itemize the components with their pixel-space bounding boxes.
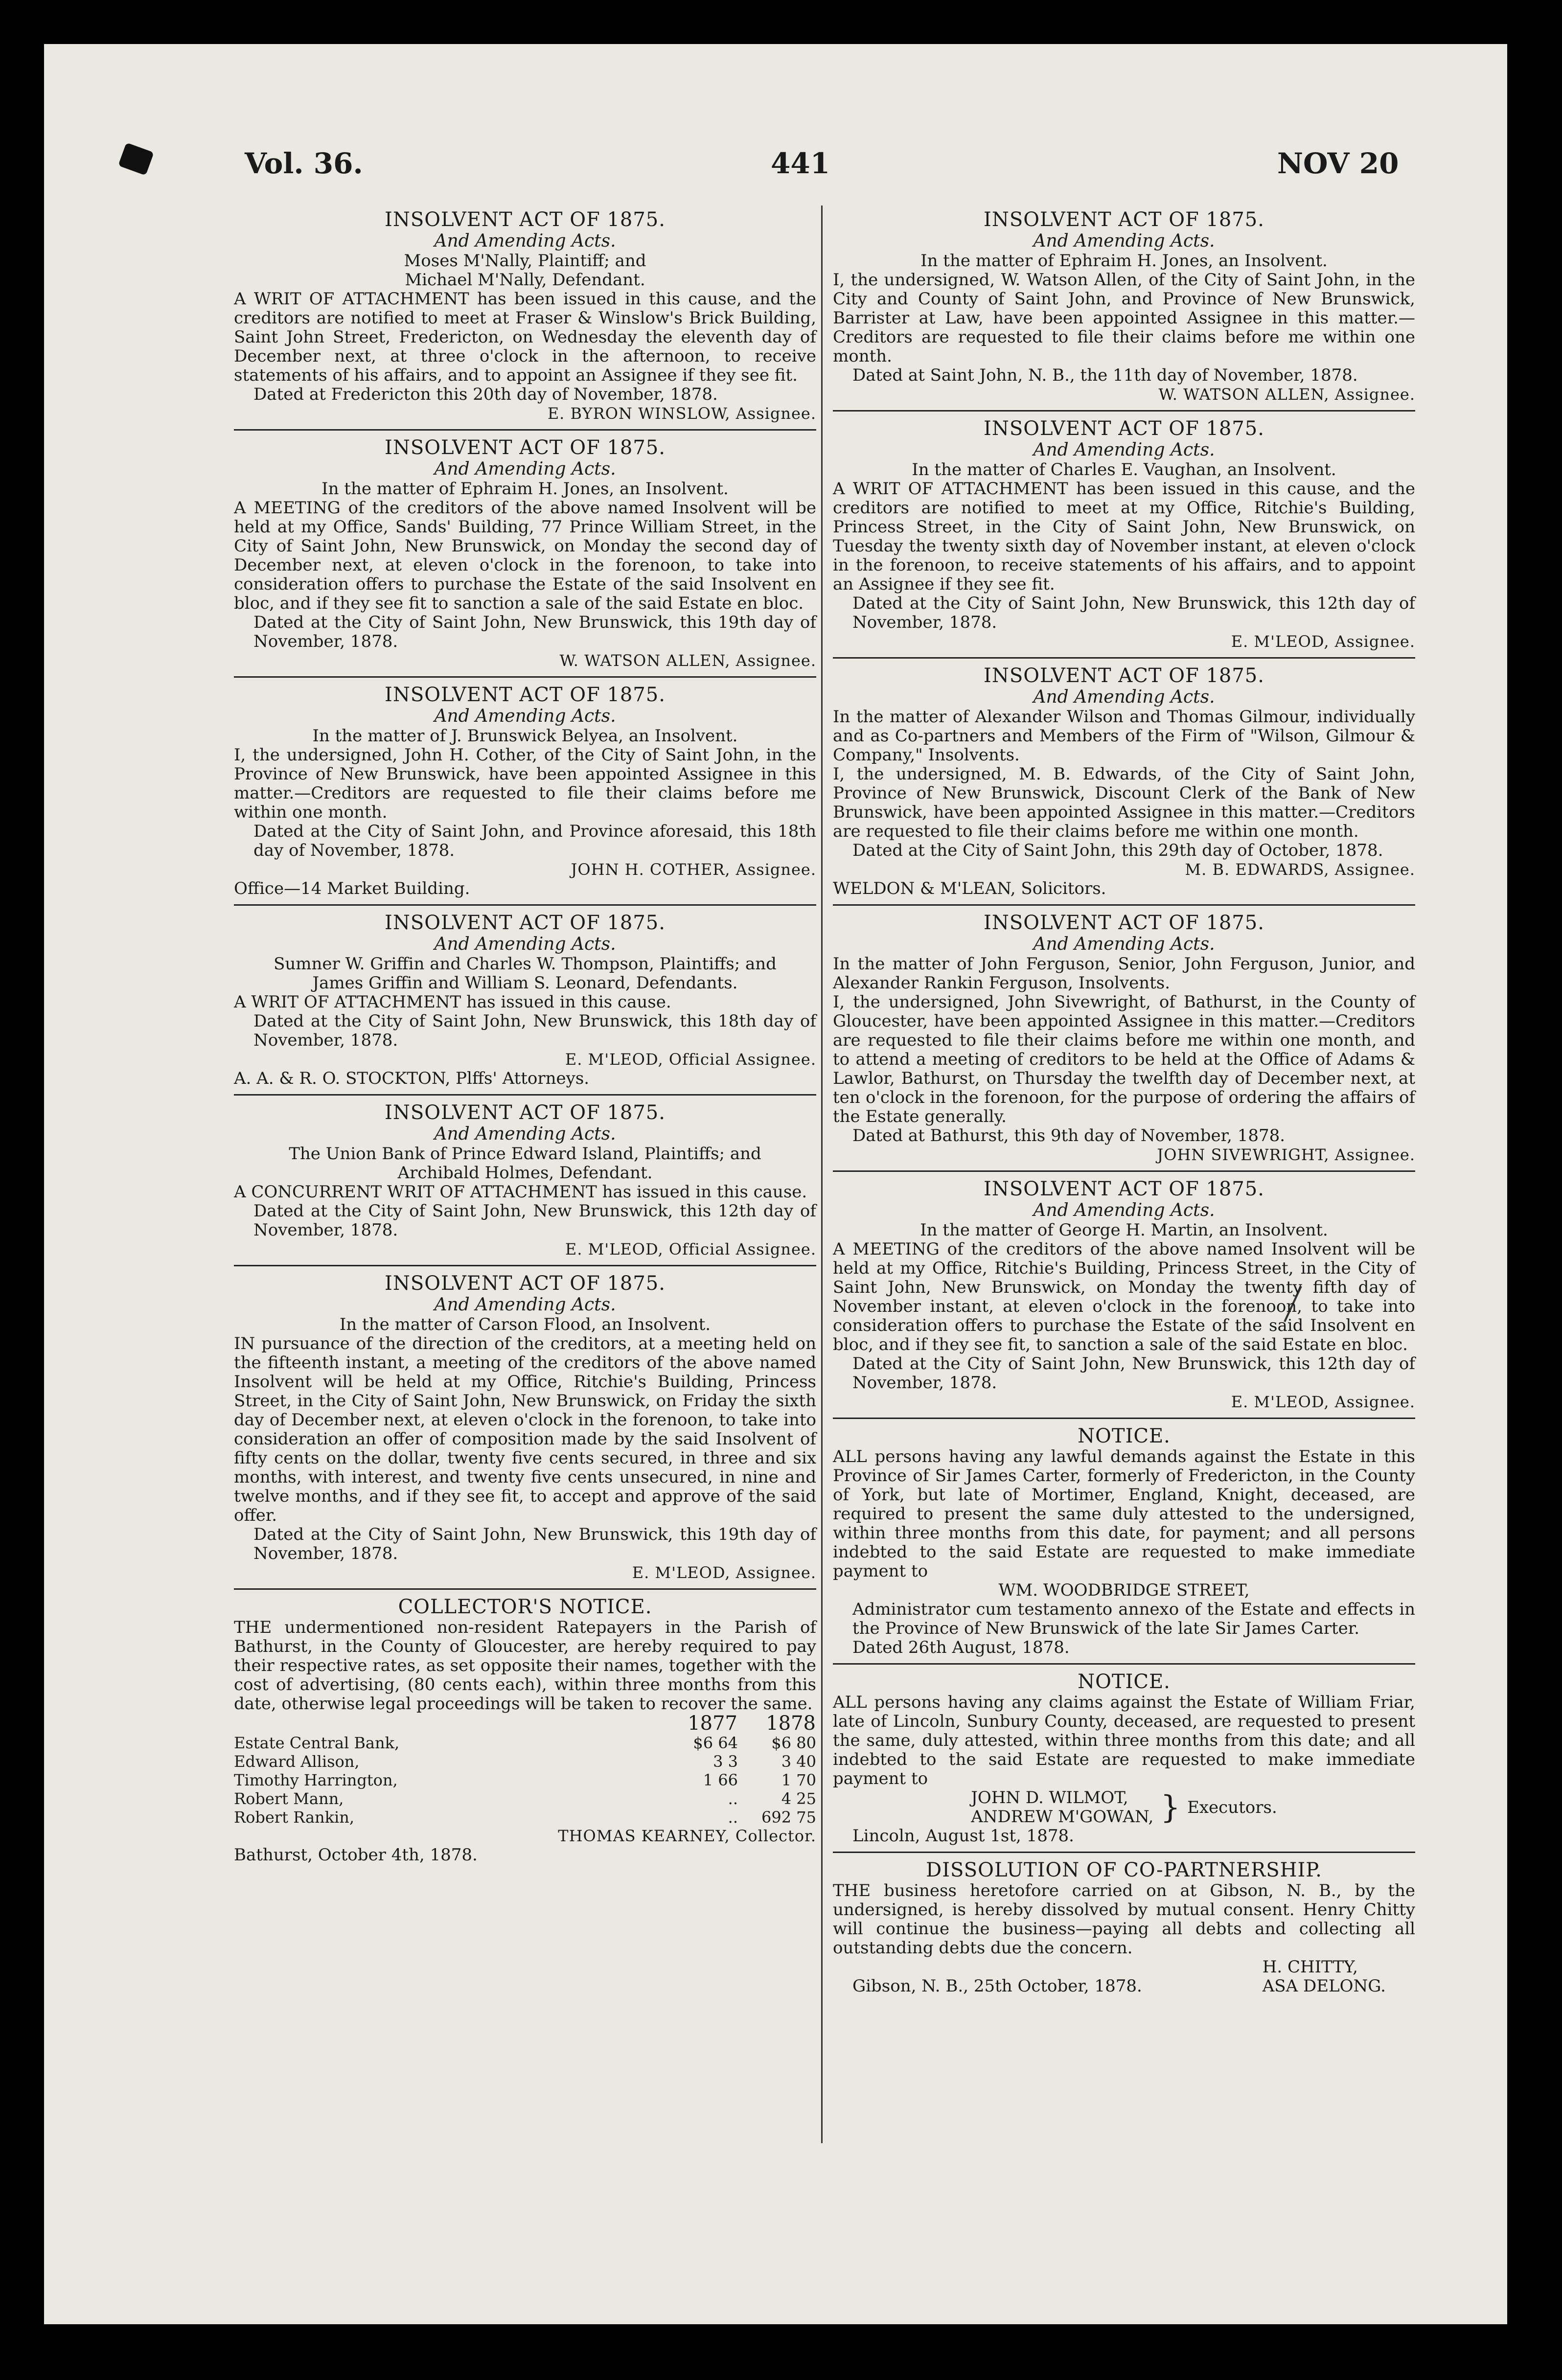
notice-right-3 <box>833 664 1415 898</box>
notice-dated: Dated at Bathurst, this 9th day of November, 1878. <box>852 1126 1286 1145</box>
divider <box>833 657 1415 659</box>
notice-extra: A. A. & R. O. STOCKTON, Plffs' Attorneys. <box>234 1069 590 1088</box>
notice-left-5 <box>234 1101 816 1259</box>
notice-left-4 <box>234 912 816 1088</box>
notice-subtitle: And Amending Acts. <box>1033 934 1215 954</box>
notice-body: I, the undersigned, M. B. Edwards, of the City of Saint John, Province of New Brunswick, Discount Clerk of the Bank of New Brunswick, have been appointed Assignee in this matter.—Creditors are requested to file their claims before me within one month. <box>833 764 1415 841</box>
divider <box>234 1265 816 1266</box>
notice-body: IN pursuance of the direction of the creditors, at a meeting held on the fifteenth instant, a meeting of the creditors of the above named Insolvent will be held at my Office, Ritchie's Building, Princess Street, in the City of Saint John, New Brunswick, on Friday the sixth day of December next, at eleven o'clock in the forenoon, to take into consideration an offer of composition made by the said Insolvent of fifty cents on the dollar, twenty five cents secured, in three and six months, with interest, and twenty five cents unsecured, in nine and twelve months, and if they see fit, to accept and approve of the said offer. <box>234 1334 816 1525</box>
notice-body: A WRIT OF ATTACHMENT has issued in this cause. <box>234 992 671 1012</box>
notice-title: INSOLVENT ACT OF 1875. <box>385 1272 666 1295</box>
dissolution-notice <box>833 1859 1415 1996</box>
table-row: Robert Mann, .. 4 25 <box>234 1789 816 1808</box>
notice-matter: In the matter of John Ferguson, Senior, John Ferguson, Junior, and Alexander Rankin Ferguson, Insolvents. <box>833 954 1415 993</box>
notice-signature: M. B. EDWARDS, Assignee. <box>1185 860 1415 879</box>
notice-dated: Gibson, N. B., 25th October, 1878. <box>852 1976 1142 1996</box>
notice-title: DISSOLUTION OF CO-PARTNERSHIP. <box>926 1859 1322 1881</box>
notice-extra: WELDON & M'LEAN, Solicitors. <box>833 879 1106 898</box>
notice-signature: E. M'LEOD, Official Assignee. <box>565 1240 816 1259</box>
notice-title: INSOLVENT ACT OF 1875. <box>984 664 1264 687</box>
notice-title: COLLECTOR'S NOTICE. <box>398 1596 652 1618</box>
divider <box>833 1418 1415 1419</box>
table-row: Edward Allison, 3 3 3 40 <box>234 1752 816 1771</box>
notice-body: THE business heretofore carried on at Gibson, N. B., by the undersigned, is hereby dissolved by mutual consent. Henry Chitty will continue the business—paying all debts and collecting all outstanding debts due the concern. <box>833 1881 1415 1958</box>
notice-matter: In the matter of Ephraim H. Jones, an Insolvent. <box>322 479 729 499</box>
notice-dated: Dated at the City of Saint John, New Brunswick, this 12th day of November, 1878. <box>852 594 1415 632</box>
notice-signature: JOHN H. COTHER, Assignee. <box>571 860 816 879</box>
notice-title: INSOLVENT ACT OF 1875. <box>385 684 666 706</box>
notice-signature: W. WATSON ALLEN, Assignee. <box>559 651 816 670</box>
notice-body: ALL persons having any claims against the Estate of William Friar, late of Lincoln, Sunbury County, deceased, are requested to present the same, duly attested, within three months from this date; and all indebted to the said Estate are requested to make immediate payment to <box>833 1693 1415 1788</box>
partner-name: H. CHITTY, <box>1262 1957 1358 1977</box>
notice-subtitle: And Amending Acts. <box>434 231 616 251</box>
notice-title: INSOLVENT ACT OF 1875. <box>984 208 1264 231</box>
table-header <box>234 1714 816 1734</box>
column-divider <box>821 206 823 2143</box>
notice-matter: In the matter of Charles E. Vaughan, an Insolvent. <box>912 460 1336 480</box>
notice-dated: Dated at the City of Saint John, New Brunswick, this 12th day of November, 1878. <box>253 1201 816 1240</box>
right-column <box>833 206 1415 2000</box>
divider <box>234 1588 816 1590</box>
notice-dated: Dated at the City of Saint John, and Province aforesaid, this 18th day of November, 1878. <box>253 822 816 860</box>
notice-parties: James Griffin and William S. Leonard, Defendants. <box>312 973 738 993</box>
notice-dated: Bathurst, October 4th, 1878. <box>234 1845 478 1865</box>
issue-date: NOV 20 <box>1277 147 1399 180</box>
notice-body: I, the undersigned, John H. Cother, of the City of Saint John, in the Province of New Brunswick, have been appointed Assignee in this matter.—Creditors are requested to file their claims before me within one month. <box>234 745 816 822</box>
divider <box>833 1170 1415 1172</box>
divider <box>234 904 816 906</box>
notice-title: INSOLVENT ACT OF 1875. <box>385 912 666 934</box>
notice-title: INSOLVENT ACT OF 1875. <box>385 436 666 459</box>
notice-parties: Archibald Holmes, Defendant. <box>397 1163 653 1183</box>
notice-role: Administrator cum testamento annexo of the Estate and effects in the Province of New Brunswick of the late Sir James Carter. <box>852 1600 1415 1638</box>
notice-body: A MEETING of the creditors of the above named Insolvent will be held at my Office, Sands' Building, 77 Prince William Street, in the City of Saint John, New Brunswick, on Monday the second day of December next, at eleven o'clock in the forenoon, to take into consideration offers to purchase the Estate of the said Insolvent en bloc, and if they see fit to sanction a sale of the said Estate en bloc. <box>234 498 816 613</box>
notice-matter: In the matter of George H. Martin, an Insolvent. <box>920 1220 1328 1240</box>
notice-left-2 <box>234 436 816 670</box>
notice-subtitle: And Amending Acts. <box>434 934 616 954</box>
notice-subtitle: And Amending Acts. <box>434 459 616 479</box>
notice-dated: Dated at the City of Saint John, New Brunswick, this 18th day of November, 1878. <box>253 1011 816 1050</box>
notice-body: I, the undersigned, John Sivewright, of Bathurst, in the County of Gloucester, have been appointed Assignee in this matter.—Creditors are requested to file their claims before me within one month, and to attend a meeting of creditors to be held at the Office of Adams & Lawlor, Bathurst, on Thursday the twelfth day of December next, at ten o'clock in the forenoon, for the purpose of ordering the affairs of the Estate generally. <box>833 992 1415 1126</box>
notice-signature: THOMAS KEARNEY, Collector. <box>558 1827 816 1845</box>
notice-signature: JOHN SIVEWRIGHT, Assignee. <box>1157 1145 1415 1164</box>
notice-dated: Dated at Fredericton this 20th day of November, 1878. <box>253 385 718 404</box>
notice-signature: E. M'LEOD, Assignee. <box>1231 1393 1415 1411</box>
notice-title: NOTICE. <box>1078 1671 1171 1693</box>
year-header: 1877 <box>688 1712 737 1735</box>
partner-name: ASA DELONG. <box>1262 1976 1386 1996</box>
notice-signature: E. BYRON WINSLOW, Assignee. <box>547 404 816 423</box>
notice-body: A WRIT OF ATTACHMENT has been issued in this cause, and the creditors are notified to meet at Fraser & Winslow's Brick Building, Saint John Street, Fredericton, on Wednesday the eleventh day of December next, at three o'clock in the afternoon, to receive statements of his affairs, and to appoint an Assignee if they see fit. <box>234 289 816 385</box>
notice-dated: Lincoln, August 1st, 1878. <box>852 1826 1074 1846</box>
table-row: Timothy Harrington, 1 66 1 70 <box>234 1771 816 1789</box>
notice-subtitle: And Amending Acts. <box>434 706 616 726</box>
table-row: Estate Central Bank, $6 64 $6 80 <box>234 1734 816 1752</box>
notice-dated: Dated at Saint John, N. B., the 11th day of November, 1878. <box>852 366 1358 385</box>
notice-body: ALL persons having any lawful demands against the Estate in this Province of Sir James Carter, formerly of Fredericton, in the County of York, but late of Mortimer, England, Knight, deceased, are required to present the same duly attested to the undersigned, within three months from this date, for payment; and all persons indebted to the said Estate are requested to make immediate payment to <box>833 1447 1415 1581</box>
notice-matter: In the matter of Carson Flood, an Insolvent. <box>339 1315 711 1334</box>
notice-signature: E. M'LEOD, Official Assignee. <box>565 1050 816 1069</box>
executor-name: ANDREW M'GOWAN, <box>971 1807 1154 1827</box>
notice-parties: Michael M'Nally, Defendant. <box>405 270 645 290</box>
rates-table <box>234 1714 816 1827</box>
notice-signature: WM. WOODBRIDGE STREET, <box>998 1580 1250 1600</box>
notice-matter: In the matter of Ephraim H. Jones, an Insolvent. <box>920 251 1328 271</box>
notice-dated: Dated at the City of Saint John, New Brunswick, this 19th day of November, 1878. <box>253 613 816 651</box>
divider <box>234 1094 816 1096</box>
notice-extra: Office—14 Market Building. <box>234 879 470 898</box>
collector-notice <box>234 1596 816 1865</box>
notice-right-1 <box>833 208 1415 404</box>
notice-dated: Dated at the City of Saint John, New Brunswick, this 12th day of November, 1878. <box>852 1354 1415 1393</box>
notice-subtitle: And Amending Acts. <box>434 1295 616 1315</box>
divider <box>833 410 1415 412</box>
divider <box>234 429 816 431</box>
notice-body: A WRIT OF ATTACHMENT has been issued in this cause, and the creditors are notified to meet at my Office, Ritchie's Building, Princess Street, in the City of Saint John, New Brunswick, on Tuesday the twenty sixth day of November instant, at eleven o'clock in the forenoon, to receive statements of his affairs, and to appoint an Assignee if they see fit. <box>833 479 1415 594</box>
divider <box>234 676 816 678</box>
divider <box>833 904 1415 906</box>
notice-carter-estate <box>833 1425 1415 1657</box>
notice-title: NOTICE. <box>1078 1425 1171 1447</box>
page-number: 441 <box>771 147 830 180</box>
notice-subtitle: And Amending Acts. <box>1033 687 1215 707</box>
notice-signature: E. M'LEOD, Assignee. <box>632 1563 816 1582</box>
year-header: 1878 <box>766 1712 816 1735</box>
notice-title: INSOLVENT ACT OF 1875. <box>984 912 1264 934</box>
left-column <box>234 206 816 1869</box>
notice-title: INSOLVENT ACT OF 1875. <box>984 417 1264 440</box>
notice-right-5 <box>833 1178 1415 1412</box>
notice-title: INSOLVENT ACT OF 1875. <box>385 208 666 231</box>
notice-title: INSOLVENT ACT OF 1875. <box>385 1101 666 1124</box>
notice-parties: Moses M'Nally, Plaintiff; and <box>404 251 646 271</box>
notice-dated: Dated 26th August, 1878. <box>852 1638 1070 1657</box>
notice-subtitle: And Amending Acts. <box>1033 231 1215 251</box>
notice-subtitle: And Amending Acts. <box>1033 1200 1215 1220</box>
notice-dated: Dated at the City of Saint John, this 29th day of October, 1878. <box>852 841 1383 860</box>
notice-matter: In the matter of Alexander Wilson and Thomas Gilmour, individually and as Co-partners and Members of the Firm of "Wilson, Gilmour & Company," Insolvents. <box>833 707 1415 765</box>
notice-parties: Sumner W. Griffin and Charles W. Thompson, Plaintiffs; and <box>274 954 777 974</box>
notice-right-2 <box>833 417 1415 651</box>
notice-body: A CONCURRENT WRIT OF ATTACHMENT has issued in this cause. <box>234 1182 807 1202</box>
table-row: Robert Rankin, .. 692 75 <box>234 1808 816 1827</box>
notice-friar-estate <box>833 1671 1415 1846</box>
executor-role: Executors. <box>1187 1797 1277 1817</box>
notice-body: I, the undersigned, W. Watson Allen, of the City of Saint John, in the City and County of Saint John, and Province of New Brunswick, Barrister at Law, have been appointed Assignee in this matter.—Creditors are requested to file their claims before me within one month. <box>833 270 1415 366</box>
notice-signature: W. WATSON ALLEN, Assignee. <box>1158 385 1415 404</box>
notice-signature: E. M'LEOD, Assignee. <box>1231 632 1415 651</box>
notice-left-6 <box>234 1272 816 1582</box>
divider <box>833 1852 1415 1853</box>
notice-right-4 <box>833 912 1415 1165</box>
notice-dated: Dated at the City of Saint John, New Brunswick, this 19th day of November, 1878. <box>253 1525 816 1563</box>
notice-matter: In the matter of J. Brunswick Belyea, an Insolvent. <box>312 726 738 746</box>
dissolution-footer <box>833 1958 1415 1996</box>
notice-left-1 <box>234 208 816 423</box>
notice-subtitle: And Amending Acts. <box>1033 440 1215 460</box>
notice-body: THE undermentioned non-resident Ratepayers in the Parish of Bathurst, in the County of Gloucester, are hereby required to pay their respective rates, as set opposite their names, together with the cost of advertising, (80 cents each), within three months from this date, otherwise legal proceedings will be taken to recover the same. <box>234 1618 816 1714</box>
executors-block <box>833 1788 1415 1827</box>
executor-name: JOHN D. WILMOT, <box>971 1788 1128 1808</box>
notice-title: INSOLVENT ACT OF 1875. <box>984 1178 1264 1200</box>
notice-parties: The Union Bank of Prince Edward Island, Plaintiffs; and <box>289 1144 761 1164</box>
volume-label: Vol. 36. <box>245 147 363 180</box>
notice-body: A MEETING of the creditors of the above named Insolvent will be held at my Office, Ritchie's Building, Princess Street, in the City of Saint John, New Brunswick, on Monday the twenty fifth day of November instant, at eleven o'clock in the forenoon, to take into consideration offers to purchase the Estate of the said Insolvent en bloc, and if they see fit, to sanction a sale of the said Estate en bloc. <box>833 1239 1415 1354</box>
notice-subtitle: And Amending Acts. <box>434 1124 616 1144</box>
brace-icon: } <box>1160 1789 1181 1826</box>
notice-left-3 <box>234 684 816 898</box>
divider <box>833 1663 1415 1665</box>
